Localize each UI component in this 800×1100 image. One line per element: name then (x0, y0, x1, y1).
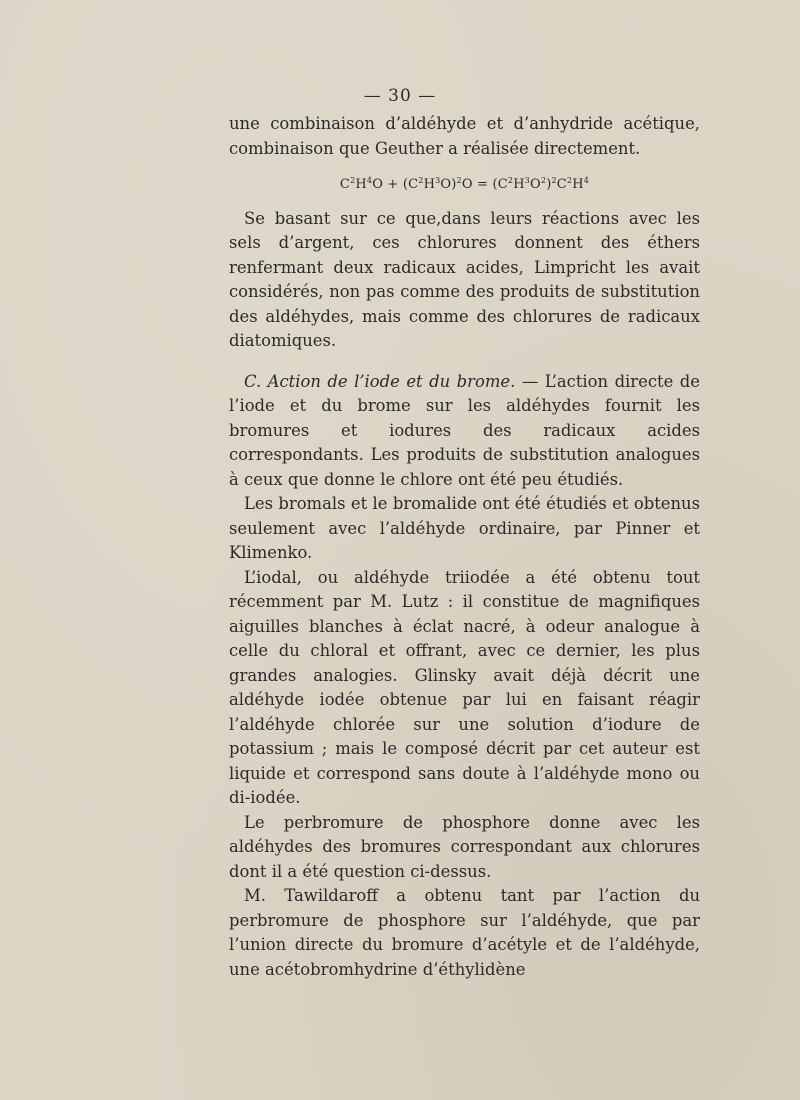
formula-subscript: 2 (507, 176, 514, 185)
chemical-formula (229, 169, 700, 198)
page-body (229, 112, 700, 982)
formula-part: C (339, 177, 351, 192)
paragraph-iode-brome (229, 370, 700, 493)
paragraph-tawildaroff: M. Tawildaroff a obtenu tant par l’action du perbromure de phosphore sur l’aldéhyde, que par l’union directe du bromure d’acétyle et de l’aldéhyde, une acétobromhydrine d’éthylidène (229, 886, 700, 979)
formula-subscript: 2 (456, 176, 462, 185)
formula-subscript: 4 (366, 176, 373, 185)
formula-subscript: 2 (350, 176, 356, 185)
formula-part: H (513, 177, 525, 192)
formula-part: O (530, 177, 541, 192)
paragraph-continuation: une combinaison d’aldéhyde et d’anhydride acétique, combinaison que Geuther a réalisée directement. (229, 114, 700, 158)
formula-subscript: 4 (583, 176, 590, 185)
formula-part: ) (546, 177, 552, 192)
paragraph-bromals: Les bromals et le bromalide ont été étudiés et obtenus seulement avec l’aldéhyde ordinaire, par Pinner et Klimenko. (229, 494, 700, 562)
section-body: — L’action directe de l’iode et du brome sur les aldéhydes fournit les bromures et iodures des radicaux acides correspondants. Les produits de substitution analogues à ceux que donne le chlore ont été peu étudiés. (229, 371, 700, 489)
page-number: — 30 — (363, 86, 437, 106)
formula-subscript: 3 (435, 176, 441, 185)
formula-subscript: 2 (551, 176, 557, 185)
formula-subscript: 3 (524, 176, 531, 185)
paragraph-iodal: L’iodal, ou aldéhyde triiodée a été obtenu tout récemment par M. Lutz : il constitue de magnifiques aiguilles blanches à éclat nacré, à odeur analogue à celle du chloral et offrant, avec ce dernier, les plus grandes analogies. Glinsky avait déjà décrit une aldéhyde iodée obtenue par lui en faisant réagir l’aldéhyde chlorée sur une solution d’iodure de potassium ; mais le composé décrit par cet auteur est liquide et correspond sans doute à l’aldéhyde mono ou di-iodée. (229, 567, 700, 807)
section-heading: C. Action de l’iode et du brome. (244, 371, 516, 391)
formula-subscript: 2 (566, 176, 573, 185)
formula-subscript: 2 (540, 176, 547, 185)
formula-part: H (423, 177, 436, 192)
formula-part: C (556, 177, 567, 192)
formula-part: O) (440, 177, 457, 192)
paragraph-perbromure: Le perbromure de phosphore donne avec les aldéhydes des bromures correspondant aux chlorures dont il a été question ci-dessus. (229, 812, 700, 881)
formula-part: H (355, 177, 367, 192)
formula-part: O + (C (372, 177, 419, 192)
paragraph-limpricht: Se basant sur ce que,dans leurs réactions avec les sels d’argent, ces chlorures donnent des éthers renfermant deux radicaux acides, Limpricht les avait considérés, non pas comme des produits de substitution des aldéhydes, mais comme des chlorures de radicaux diatomiques. (229, 208, 700, 350)
formula-part: H (572, 177, 584, 192)
formula-subscript: 2 (418, 176, 424, 185)
formula-part: O = (C (461, 177, 508, 192)
